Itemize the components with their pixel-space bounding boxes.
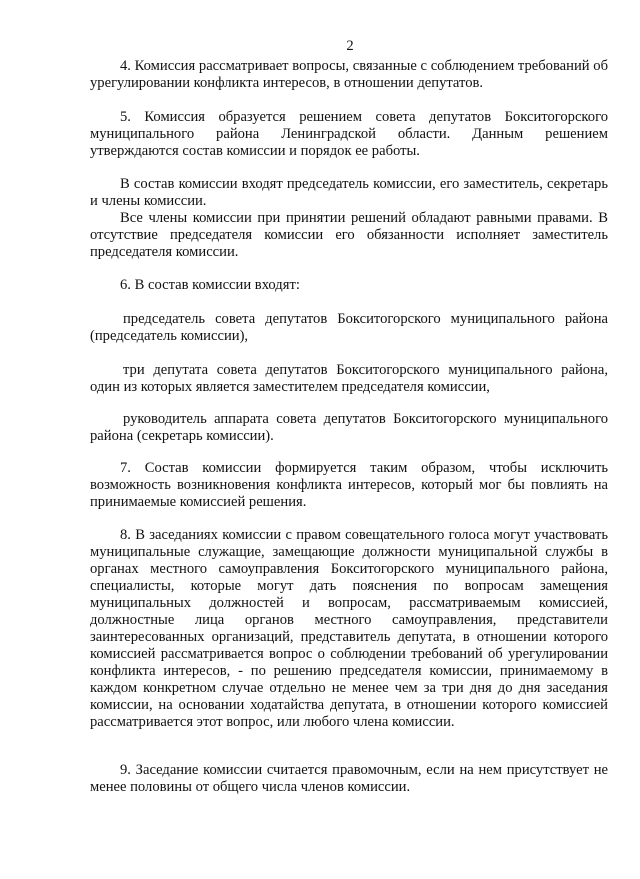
paragraph-9: 9. Заседание комиссии считается правомочным, если на нем присутствует не менее половины от общего числа членов комиссии. (90, 762, 608, 795)
list-item-chairman: председатель совета депутатов Бокситогорского муниципального района (председатель комиссии), (90, 311, 608, 344)
page-number: 2 (346, 38, 354, 54)
paragraph-composition: В состав комиссии входят председатель комиссии, его заместитель, секретарь и члены комиссии. (90, 176, 608, 209)
list-item-secretary: руководитель аппарата совета депутатов Бокситогорского муниципального района (секретарь комиссии). (90, 411, 608, 444)
paragraph-4: 4. Комиссия рассматривает вопросы, связанные с соблюдением требований об урегулировании конфликта интересов, в отношении депутатов. (90, 58, 608, 91)
paragraph-8: 8. В заседаниях комиссии с правом совещательного голоса могут участвовать муниципальные служащие, замещающие должности муниципальной службы в органах местного самоуправления Бокситогорского муниципального района, специалисты, которые могут дать пояснения по вопросам замещения муниципальных должностей и вопросам, рассматриваемым комиссией, должностные лица органов местного самоуправления, представители заинтересованных организаций, представитель депутата, в отношении которого комиссией рассматривается вопрос о соблюдении требований об урегулировании конфликта интересов, - по решению председателя комиссии, принимаемому в каждом конкретном случае отдельно не менее чем за три дня до дня заседания комиссии, на основании ходатайства депутата, в отношении которого комиссией рассматривается этот вопрос, или любого члена комиссии. (90, 527, 608, 730)
paragraph-equal-rights: Все члены комиссии при принятии решений обладают равными правами. В отсутствие председателя комиссии его обязанности исполняет заместитель председателя комиссии. (90, 210, 608, 260)
paragraph-5: 5. Комиссия образуется решением совета депутатов Бокситогорского муниципального района Ленинградской области. Данным решением утверждаются состав комиссии и порядок ее работы. (90, 109, 608, 159)
list-item-deputies: три депутата совета депутатов Бокситогорского муниципального района, один из которых является заместителем председателя комиссии, (90, 362, 608, 395)
paragraph-6: 6. В состав комиссии входят: (120, 277, 300, 293)
paragraph-7: 7. Состав комиссии формируется таким образом, чтобы исключить возможность возникновения конфликта интересов, который мог бы повлиять на принимаемые комиссией решения. (90, 460, 608, 510)
